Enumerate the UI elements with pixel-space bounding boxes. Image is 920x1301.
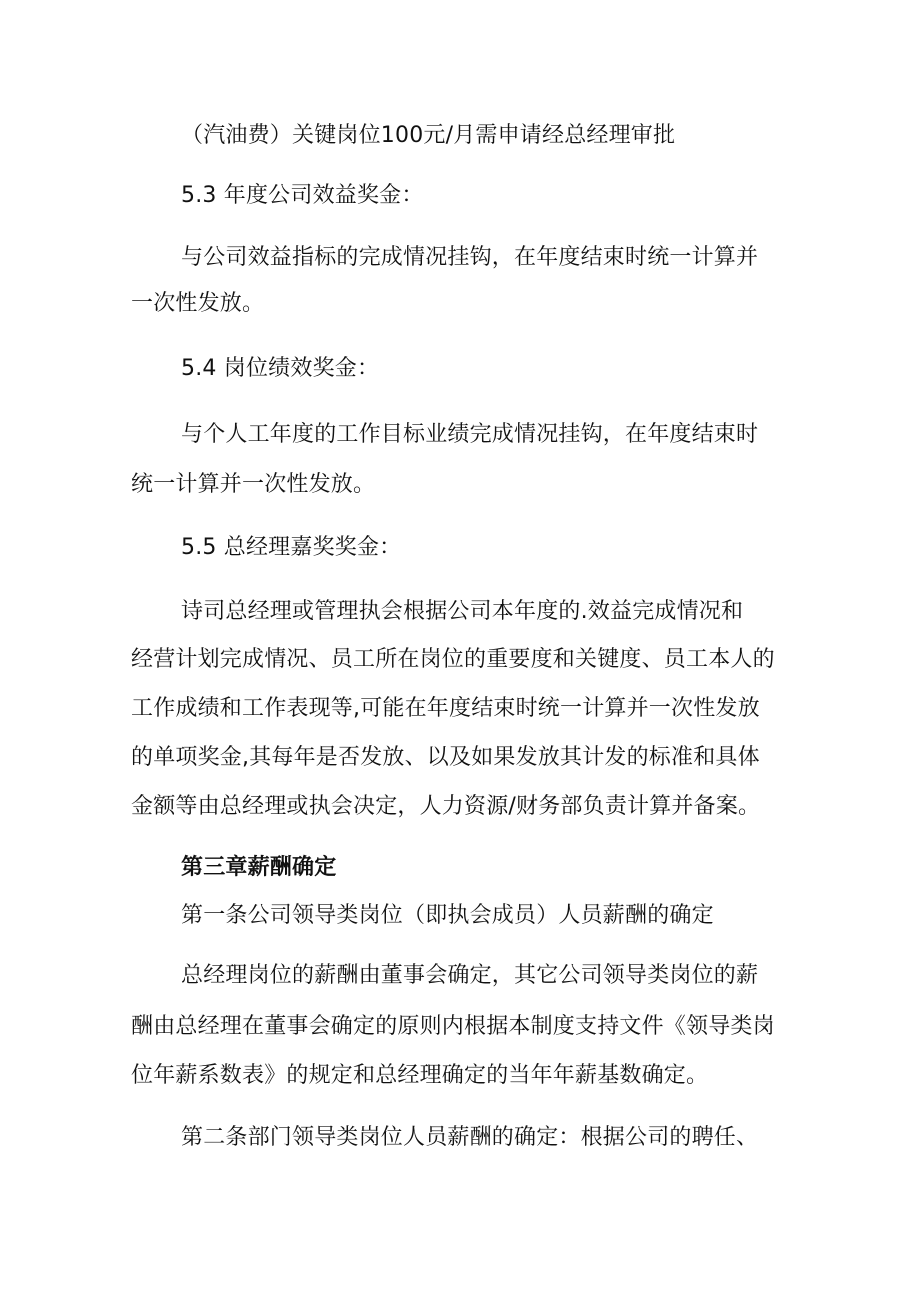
paragraph-line-performance-bonus-1: 与个人工年度的工作目标业绩完成情况挂钩，在年度结束时: [181, 422, 759, 447]
paragraph-line-company-bonus-2: 一次性发放。: [131, 291, 265, 316]
article-heading-2: 第二条部门领导类岗位人员薪酬的确定：根据公司的聘任、: [181, 1125, 759, 1150]
chapter-heading-3: 第三章薪酬确定: [181, 855, 337, 880]
section-heading-5-3: 5.3 年度公司效益奖金：: [181, 183, 424, 208]
paragraph-line-performance-bonus-2: 统一计算并一次性发放。: [131, 472, 376, 497]
paragraph-line-gm-bonus-2: 经营计划完成情况、员工所在岗位的重要度和关键度、员工本人的: [131, 647, 775, 672]
paragraph-line-leader-pay-3: 位年薪系数表》的规定和总经理确定的当年年薪基数确定。: [131, 1063, 709, 1088]
paragraph-line-gm-bonus-5: 金额等由总经理或执会决定，人力资源/财务部负责计算并备案。: [131, 794, 761, 819]
section-heading-5-5: 5.5 总经理嘉奖奖金：: [181, 535, 402, 560]
section-heading-5-4: 5.4 岗位绩效奖金：: [181, 356, 380, 381]
paragraph-line-gm-bonus-1: 诗司总经理或管理执会根据公司本年度的.效益完成情况和: [181, 599, 744, 624]
paragraph-line-leader-pay-1: 总经理岗位的薪酬由董事会确定，其它公司领导类岗位的薪: [181, 963, 759, 988]
paragraph-line-fuel-allowance: （汽油费）关键岗位100元/月需申请经总经理审批: [181, 123, 676, 148]
paragraph-line-company-bonus-1: 与公司效益指标的完成情况挂钩，在年度结束时统一计算并: [181, 245, 759, 270]
paragraph-line-leader-pay-2: 酬由总经理在董事会确定的原则内根据本制度支持文件《领导类岗: [131, 1014, 775, 1039]
paragraph-line-gm-bonus-3: 工作成绩和工作表现等,可能在年度结束时统一计算并一次性发放: [131, 696, 760, 721]
paragraph-line-gm-bonus-4: 的单项奖金,其每年是否发放、以及如果发放其计发的标准和具体: [131, 745, 760, 770]
article-heading-1: 第一条公司领导类岗位（即执会成员）人员薪酬的确定: [181, 903, 714, 928]
